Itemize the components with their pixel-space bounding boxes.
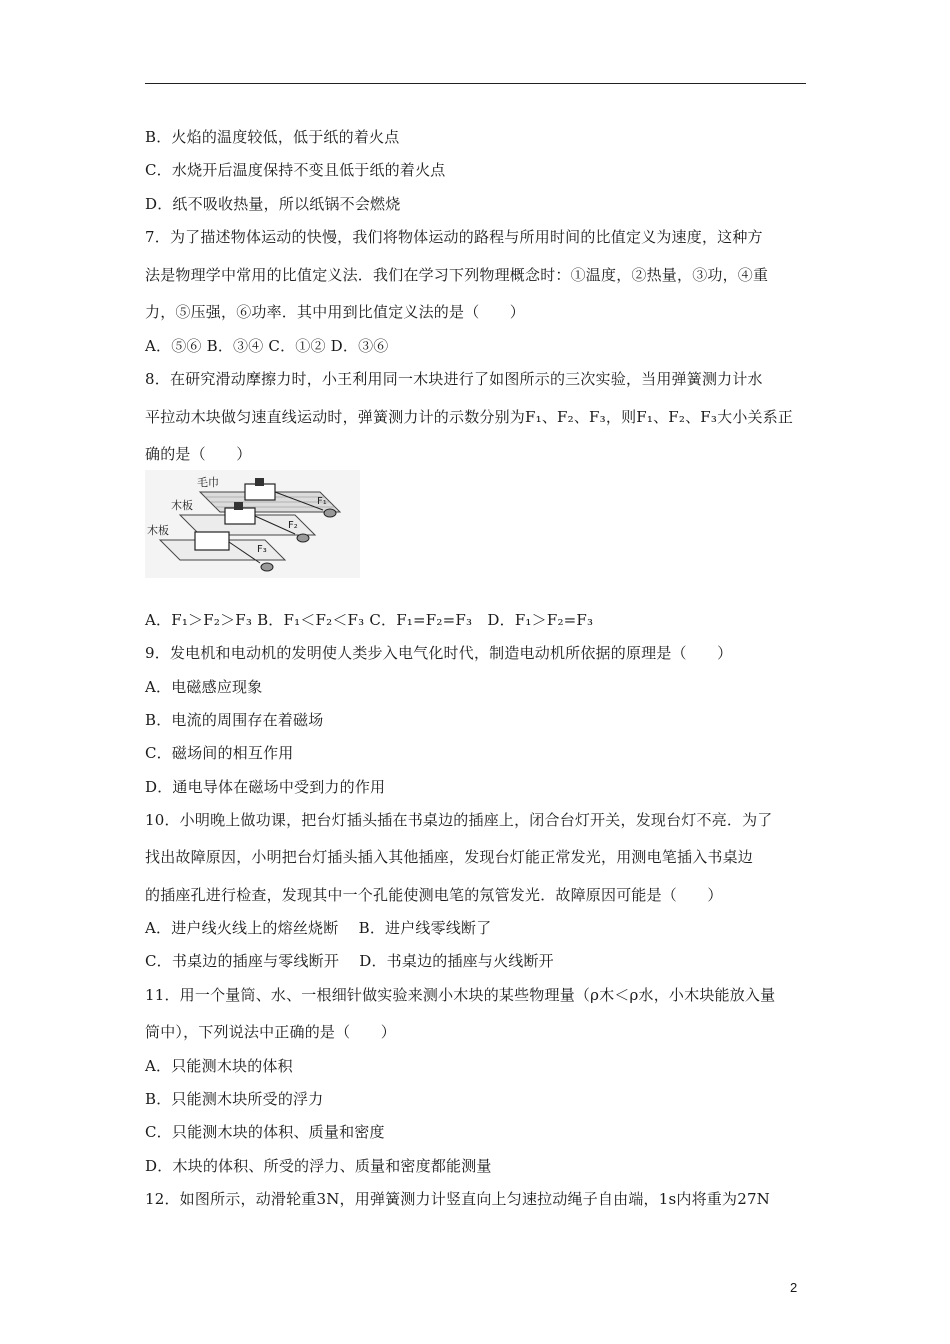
label-f2: F₂	[288, 520, 298, 531]
text-line: 10．小明晚上做功课，把台灯插头插在书桌边的插座上，闭合台灯开关，发现台灯不亮．为了	[145, 811, 773, 829]
text-line: A．F₁＞F₂＞F₃ B．F₁＜F₂＜F₃ C．F₁=F₂=F₃ D．F₁＞F₂=F₃	[145, 611, 594, 629]
text-line: 9．发电机和电动机的发明使人类步入电气化时代，制造电动机所依据的原理是（ ）	[145, 644, 733, 662]
friction-experiment-figure	[145, 470, 360, 578]
text-line: 力，⑤压强，⑥功率．其中用到比值定义法的是（ ）	[145, 303, 526, 321]
label-towel: 毛巾	[197, 476, 219, 489]
header-rule	[145, 83, 806, 84]
text-line: 法是物理学中常用的比值定义法．我们在学习下列物理概念时：①温度，②热量，③功，④重	[145, 266, 769, 284]
text-line: C．磁场间的相互作用	[145, 744, 294, 762]
label-board-bottom: 木板	[147, 524, 169, 537]
text-line: 确的是（ ）	[145, 445, 252, 463]
text-line: D．通电导体在磁场中受到力的作用	[145, 778, 386, 796]
text-line: 8．在研究滑动摩擦力时，小王利用同一木块进行了如图所示的三次实验，当用弹簧测力计水	[145, 370, 763, 388]
text-line: C．书桌边的插座与零线断开 D．书桌边的插座与火线断开	[145, 952, 554, 970]
text-line: B．只能测木块所受的浮力	[145, 1090, 324, 1108]
text-line: A．只能测木块的体积	[145, 1057, 293, 1075]
text-line: D．木块的体积、所受的浮力、质量和密度都能测量	[145, 1157, 492, 1175]
text-line: C．只能测木块的体积、质量和密度	[145, 1123, 385, 1141]
text-line: A．⑤⑥ B．③④ C．①② D．③⑥	[145, 337, 389, 355]
page-number: 2	[790, 1280, 798, 1295]
text-line: A．进户线火线上的熔丝烧断 B．进户线零线断了	[145, 919, 492, 937]
label-f1: F₁	[317, 496, 327, 507]
text-line: D．纸不吸收热量，所以纸锅不会燃烧	[145, 195, 401, 213]
text-line: 11．用一个量筒、水、一根细针做实验来测小木块的某些物理量（ρ木＜ρ水，小木块能放入量	[145, 986, 776, 1004]
text-line: C．水烧开后温度保持不变且低于纸的着火点	[145, 161, 446, 179]
text-line: 筒中），下列说法中正确的是（ ）	[145, 1023, 396, 1041]
text-line: 7．为了描述物体运动的快慢，我们将物体运动的路程与所用时间的比值定义为速度，这种方	[145, 228, 763, 246]
text-line: A．电磁感应现象	[145, 678, 263, 696]
text-line: B．电流的周围存在着磁场	[145, 711, 324, 729]
label-board-middle: 木板	[171, 499, 193, 512]
text-line: 的插座孔进行检查，发现其中一个孔能使测电笔的氖管发光．故障原因可能是（ ）	[145, 886, 723, 904]
label-f3: F₃	[257, 544, 267, 555]
text-line: B．火焰的温度较低，低于纸的着火点	[145, 128, 400, 146]
text-line: 找出故障原因，小明把台灯插头插入其他插座，发现台灯能正常发光，用测电笔插入书桌边	[145, 848, 754, 866]
text-line: 12．如图所示，动滑轮重3N，用弹簧测力计竖直向上匀速拉动绳子自由端，1s内将重为27N	[145, 1190, 771, 1208]
text-line: 平拉动木块做匀速直线运动时，弹簧测力计的示数分别为F₁、F₂、F₃，则F₁、F₂、F₃大小关系正	[145, 408, 794, 426]
